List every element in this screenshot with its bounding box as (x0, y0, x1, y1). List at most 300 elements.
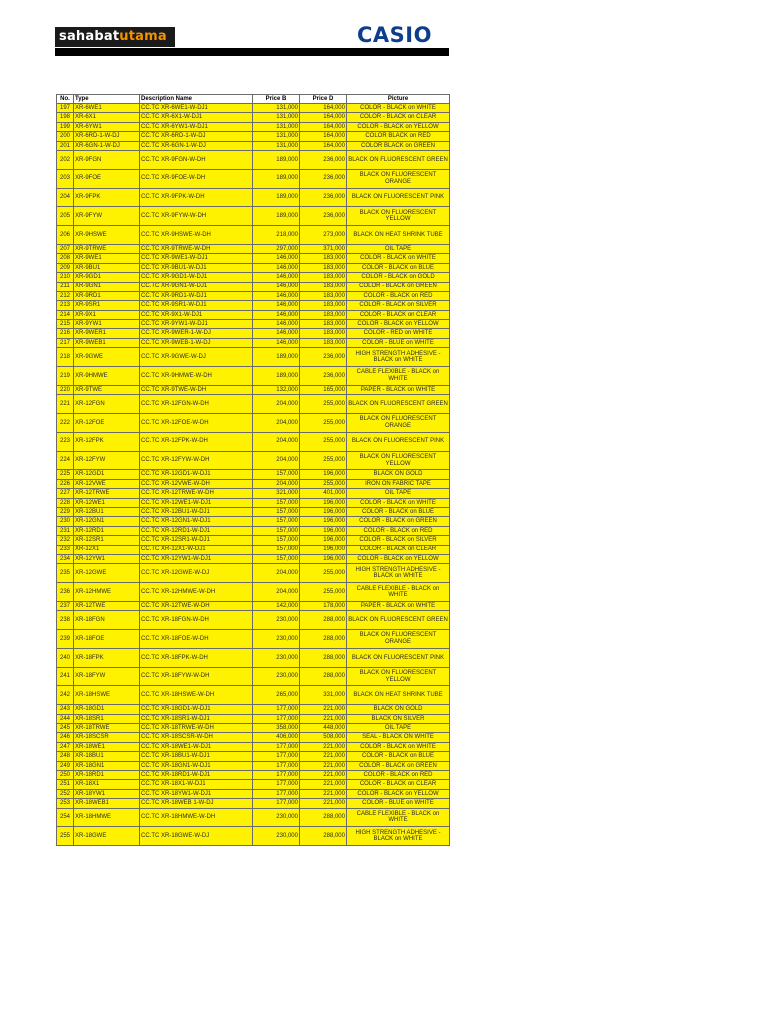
cell-type: XR-9BU1 (74, 263, 140, 272)
cell-description: CC.TC XR-12TRWE-W-DH (140, 489, 253, 498)
cell-type: XR-9TWE (74, 385, 140, 394)
cell-type: XR-12VWE (74, 479, 140, 488)
cell-pb: 157,000 (253, 526, 300, 535)
table-row (57, 226, 450, 245)
cell-no: 242 (57, 686, 74, 705)
cell-no: 200 (57, 132, 74, 141)
table-row (57, 808, 450, 827)
cell-description: CC.TC XR-12FOE-W-DH (140, 414, 253, 433)
cell-no: 251 (57, 780, 74, 789)
cell-pic: BLACK ON FLUORESCENT YELLOW (347, 451, 450, 470)
table-row (57, 141, 450, 150)
cell-type: XR-9WE1 (74, 254, 140, 263)
cell-pb: 406,000 (253, 733, 300, 742)
cell-description: CC.TC XR-6RD-1-W-DJ (140, 132, 253, 141)
cell-pd: 196,000 (300, 507, 347, 516)
cell-pd: 183,000 (300, 263, 347, 272)
cell-pic: COLOR - BLACK on BLUE (347, 263, 450, 272)
cell-pb: 204,000 (253, 432, 300, 451)
cell-pd: 183,000 (300, 291, 347, 300)
cell-description: CC.TC XR-12GD1-W-DJ1 (140, 470, 253, 479)
cell-description: CC.TC XR-6X1-W-DJ1 (140, 113, 253, 122)
cell-pb: 157,000 (253, 536, 300, 545)
cell-pb: 189,000 (253, 150, 300, 169)
cell-no: 226 (57, 479, 74, 488)
cell-pd: 236,000 (300, 188, 347, 207)
table-row (57, 780, 450, 789)
cell-description: CC.TC XR-9GD1-W-DJ1 (140, 273, 253, 282)
cell-pic: COLOR BLACK on RED (347, 132, 450, 141)
cell-description: CC.TC XR-12TWE-W-DH (140, 601, 253, 610)
cell-pd: 221,000 (300, 771, 347, 780)
cell-pb: 146,000 (253, 310, 300, 319)
cell-no: 204 (57, 188, 74, 207)
table-row (57, 291, 450, 300)
cell-pb: 189,000 (253, 207, 300, 226)
cell-no: 219 (57, 367, 74, 386)
cell-pic: BLACK ON FLUORESCENT GREEN (347, 150, 450, 169)
cell-pic: BLACK ON FLUORESCENT ORANGE (347, 414, 450, 433)
cell-type: XR-6WE1 (74, 104, 140, 113)
table-row (57, 432, 450, 451)
cell-pd: 183,000 (300, 282, 347, 291)
cell-no: 250 (57, 771, 74, 780)
cell-pic: BLACK ON FLUORESCENT YELLOW (347, 667, 450, 686)
cell-pb: 218,000 (253, 226, 300, 245)
cell-type: XR-9GD1 (74, 273, 140, 282)
table-row (57, 273, 450, 282)
cell-description: CC.TC XR-18RD1-W-DJ1 (140, 771, 253, 780)
table-row (57, 320, 450, 329)
cell-pic: COLOR - BLACK on YELLOW (347, 122, 450, 131)
table-row (57, 724, 450, 733)
cell-pb: 131,000 (253, 132, 300, 141)
cell-type: XR-12GN1 (74, 517, 140, 526)
cell-type: XR-12FYW (74, 451, 140, 470)
cell-description: CC.TC XR-6GN-1-W-DJ (140, 141, 253, 150)
cell-description: CC.TC XR-18TRWE-W-DH (140, 724, 253, 733)
cell-pic: BLACK ON FLUORESCENT YELLOW (347, 207, 450, 226)
cell-pd: 183,000 (300, 254, 347, 263)
column-header-description: Description Name (140, 95, 253, 104)
cell-type: XR-18WE1 (74, 742, 140, 751)
cell-description: CC.TC XR-12HMWE-W-DH (140, 583, 253, 602)
cell-pb: 177,000 (253, 752, 300, 761)
cell-pd: 164,000 (300, 113, 347, 122)
header-divider (55, 48, 449, 56)
cell-pic: COLOR - BLACK on SILVER (347, 301, 450, 310)
cell-type: XR-18YW1 (74, 789, 140, 798)
cell-pd: 288,000 (300, 611, 347, 630)
table-row (57, 742, 450, 751)
cell-pb: 230,000 (253, 827, 300, 846)
cell-description: CC.TC XR-9WEB-1-W-DJ (140, 338, 253, 347)
cell-pd: 164,000 (300, 132, 347, 141)
cell-type: XR-6X1 (74, 113, 140, 122)
cell-pd: 401,000 (300, 489, 347, 498)
cell-pb: 204,000 (253, 479, 300, 488)
cell-no: 231 (57, 526, 74, 535)
cell-pic: IRON ON FABRIC TAPE (347, 479, 450, 488)
table-row (57, 733, 450, 742)
cell-no: 218 (57, 348, 74, 367)
table-row (57, 348, 450, 367)
cell-no: 255 (57, 827, 74, 846)
cell-pb: 230,000 (253, 808, 300, 827)
cell-description: CC.TC XR-18GD1-W-DJ1 (140, 705, 253, 714)
cell-pd: 196,000 (300, 526, 347, 535)
cell-pic: COLOR - BLACK on CLEAR (347, 310, 450, 319)
cell-no: 221 (57, 395, 74, 414)
cell-pb: 189,000 (253, 169, 300, 188)
cell-pd: 221,000 (300, 799, 347, 808)
cell-description: CC.TC XR-6WE1-W-DJ1 (140, 104, 253, 113)
cell-type: XR-18SCSR (74, 733, 140, 742)
cell-no: 239 (57, 630, 74, 649)
cell-pb: 131,000 (253, 141, 300, 150)
cell-pb: 157,000 (253, 498, 300, 507)
table-row (57, 338, 450, 347)
cell-pd: 255,000 (300, 432, 347, 451)
cell-pb: 177,000 (253, 761, 300, 770)
cell-type: XR-9HMWE (74, 367, 140, 386)
cell-pic: HIGH STRENGTH ADHESIVE - BLACK on WHITE (347, 564, 450, 583)
table-row (57, 583, 450, 602)
cell-pb: 177,000 (253, 705, 300, 714)
cell-type: XR-12WE1 (74, 498, 140, 507)
cell-pb: 189,000 (253, 367, 300, 386)
cell-no: 224 (57, 451, 74, 470)
cell-description: CC.TC XR-18FYW-W-DH (140, 667, 253, 686)
cell-no: 215 (57, 320, 74, 329)
cell-pd: 288,000 (300, 648, 347, 667)
cell-pb: 131,000 (253, 104, 300, 113)
cell-description: CC.TC XR-9X1-W-DJ1 (140, 310, 253, 319)
cell-pic: COLOR - BLACK on CLEAR (347, 780, 450, 789)
cell-pb: 157,000 (253, 507, 300, 516)
cell-pd: 255,000 (300, 451, 347, 470)
cell-pd: 221,000 (300, 705, 347, 714)
cell-type: XR-12FPK (74, 432, 140, 451)
cell-description: CC.TC XR-12GN1-W-DJ1 (140, 517, 253, 526)
cell-type: XR-18RD1 (74, 771, 140, 780)
cell-no: 238 (57, 611, 74, 630)
cell-description: CC.TC XR-9HSWE-W-DH (140, 226, 253, 245)
cell-no: 233 (57, 545, 74, 554)
cell-description: CC.TC XR-12BU1-W-DJ1 (140, 507, 253, 516)
cell-pd: 255,000 (300, 479, 347, 488)
cell-pd: 221,000 (300, 752, 347, 761)
cell-description: CC.TC XR-18FOE-W-DH (140, 630, 253, 649)
cell-no: 203 (57, 169, 74, 188)
cell-pd: 178,000 (300, 601, 347, 610)
table-row (57, 169, 450, 188)
cell-pic: BLACK ON GOLD (347, 470, 450, 479)
cell-pd: 288,000 (300, 630, 347, 649)
cell-pd: 183,000 (300, 338, 347, 347)
logo-word-utama: utama (119, 29, 167, 44)
cell-type: XR-12FGN (74, 395, 140, 414)
cell-type: XR-18X1 (74, 780, 140, 789)
cell-pic: COLOR - BLACK on GOLD (347, 273, 450, 282)
cell-no: 248 (57, 752, 74, 761)
cell-description: CC.TC XR-12YW1-W-DJ1 (140, 554, 253, 563)
cell-type: XR-9TRWE (74, 244, 140, 253)
cell-pic: COLOR - BLACK on RED (347, 771, 450, 780)
cell-no: 222 (57, 414, 74, 433)
cell-pic: BLACK ON FLUORESCENT PINK (347, 188, 450, 207)
table-row (57, 611, 450, 630)
cell-pb: 157,000 (253, 517, 300, 526)
cell-no: 247 (57, 742, 74, 751)
cell-pic: BLACK ON SILVER (347, 714, 450, 723)
cell-no: 234 (57, 554, 74, 563)
table-row (57, 667, 450, 686)
cell-description: CC.TC XR-12FYW-W-DH (140, 451, 253, 470)
cell-no: 207 (57, 244, 74, 253)
column-header-price-b: Price B (253, 95, 300, 104)
table-row (57, 122, 450, 131)
cell-description: CC.TC XR-12SR1-W-DJ1 (140, 536, 253, 545)
table-row (57, 761, 450, 770)
cell-pd: 183,000 (300, 329, 347, 338)
sahabat-utama-logo (55, 27, 175, 47)
column-header-price-d: Price D (300, 95, 347, 104)
cell-description: CC.TC XR-12WE1-W-DJ1 (140, 498, 253, 507)
cell-pb: 204,000 (253, 395, 300, 414)
cell-pic: COLOR - BLACK on GREEN (347, 517, 450, 526)
cell-type: XR-18GWE (74, 827, 140, 846)
cell-no: 245 (57, 724, 74, 733)
cell-type: XR-9GN1 (74, 282, 140, 291)
cell-type: XR-18FGN (74, 611, 140, 630)
cell-pb: 204,000 (253, 583, 300, 602)
cell-description: CC.TC XR-9BU1-W-DJ1 (140, 263, 253, 272)
cell-no: 253 (57, 799, 74, 808)
cell-pic: BLACK ON FLUORESCENT PINK (347, 432, 450, 451)
cell-pd: 288,000 (300, 808, 347, 827)
cell-pd: 183,000 (300, 310, 347, 319)
cell-pic: COLOR - BLACK on YELLOW (347, 320, 450, 329)
cell-type: XR-12TWE (74, 601, 140, 610)
table-row (57, 244, 450, 253)
cell-pb: 146,000 (253, 291, 300, 300)
cell-pic: HIGH STRENGTH ADHESIVE - BLACK on WHITE (347, 348, 450, 367)
cell-type: XR-12BU1 (74, 507, 140, 516)
cell-no: 225 (57, 470, 74, 479)
cell-no: 243 (57, 705, 74, 714)
table-row (57, 479, 450, 488)
cell-description: CC.TC XR-9TRWE-W-DH (140, 244, 253, 253)
table-row (57, 498, 450, 507)
cell-pd: 183,000 (300, 301, 347, 310)
cell-type: XR-12FOE (74, 414, 140, 433)
cell-type: XR-18HMWE (74, 808, 140, 827)
table-row (57, 517, 450, 526)
table-row (57, 686, 450, 705)
cell-type: XR-9X1 (74, 310, 140, 319)
cell-pb: 146,000 (253, 301, 300, 310)
cell-description: CC.TC XR-12FGN-W-DH (140, 395, 253, 414)
cell-description: CC.TC XR-6YW1-W-DJ1 (140, 122, 253, 131)
cell-type: XR-9SR1 (74, 301, 140, 310)
cell-pb: 358,000 (253, 724, 300, 733)
cell-type: XR-9HSWE (74, 226, 140, 245)
cell-description: CC.TC XR-18SR1-W-DJ1 (140, 714, 253, 723)
cell-type: XR-9FGN (74, 150, 140, 169)
cell-description: CC.TC XR-18HMWE-W-DH (140, 808, 253, 827)
cell-pb: 146,000 (253, 254, 300, 263)
table-row (57, 188, 450, 207)
cell-pic: CABLE FLEXIBLE - BLACK on WHITE (347, 583, 450, 602)
table-row (57, 282, 450, 291)
cell-pic: PAPER - BLACK on WHITE (347, 601, 450, 610)
cell-no: 240 (57, 648, 74, 667)
cell-no: 216 (57, 329, 74, 338)
table-row (57, 395, 450, 414)
cell-pd: 236,000 (300, 169, 347, 188)
cell-description: CC.TC XR-18X1-W-DJ1 (140, 780, 253, 789)
cell-pic: BLACK ON FLUORESCENT GREEN (347, 611, 450, 630)
table-row (57, 254, 450, 263)
cell-pb: 157,000 (253, 545, 300, 554)
cell-pd: 288,000 (300, 667, 347, 686)
cell-pd: 196,000 (300, 517, 347, 526)
cell-pic: HIGH STRENGTH ADHESIVE - BLACK on WHITE (347, 827, 450, 846)
cell-no: 254 (57, 808, 74, 827)
cell-type: XR-18TRWE (74, 724, 140, 733)
cell-pic: COLOR - BLACK on BLUE (347, 752, 450, 761)
cell-pd: 221,000 (300, 714, 347, 723)
cell-description: CC.TC XR-9FYW-W-DH (140, 207, 253, 226)
cell-pic: PAPER - BLACK on WHITE (347, 385, 450, 394)
cell-type: XR-12TRWE (74, 489, 140, 498)
cell-pd: 236,000 (300, 348, 347, 367)
cell-pb: 230,000 (253, 630, 300, 649)
table-row (57, 705, 450, 714)
table-row (57, 385, 450, 394)
cell-description: CC.TC XR-18FPK-W-DH (140, 648, 253, 667)
cell-pd: 196,000 (300, 536, 347, 545)
table-row (57, 554, 450, 563)
cell-no: 232 (57, 536, 74, 545)
cell-pb: 177,000 (253, 789, 300, 798)
table-row (57, 113, 450, 122)
cell-pic: COLOR - BLACK on SILVER (347, 536, 450, 545)
table-row (57, 526, 450, 535)
table-row (57, 536, 450, 545)
cell-pb: 146,000 (253, 338, 300, 347)
cell-description: CC.TC XR-9WER-1-W-DJ (140, 329, 253, 338)
cell-type: XR-18BU1 (74, 752, 140, 761)
column-header-picture: Picture (347, 95, 450, 104)
cell-pb: 142,000 (253, 601, 300, 610)
cell-description: CC.TC XR-18BU1-W-DJ1 (140, 752, 253, 761)
cell-pd: 183,000 (300, 273, 347, 282)
cell-pic: CABLE FLEXIBLE - BLACK on WHITE (347, 367, 450, 386)
cell-pic: COLOR - BLACK on YELLOW (347, 554, 450, 563)
cell-no: 235 (57, 564, 74, 583)
cell-no: 209 (57, 263, 74, 272)
cell-no: 212 (57, 291, 74, 300)
cell-type: XR-9FYW (74, 207, 140, 226)
cell-no: 208 (57, 254, 74, 263)
table-row (57, 489, 450, 498)
cell-type: XR-18WEB1 (74, 799, 140, 808)
cell-pb: 204,000 (253, 451, 300, 470)
table-row (57, 132, 450, 141)
table-row (57, 601, 450, 610)
cell-type: XR-12X1 (74, 545, 140, 554)
cell-type: XR-9FOE (74, 169, 140, 188)
cell-no: 205 (57, 207, 74, 226)
cell-description: CC.TC XR-9FGN-W-DH (140, 150, 253, 169)
table-row (57, 714, 450, 723)
cell-no: 227 (57, 489, 74, 498)
cell-description: CC.TC XR-12RD1-W-DJ1 (140, 526, 253, 535)
cell-description: CC.TC XR-12X1-W-DJ1 (140, 545, 253, 554)
cell-type: XR-9FPK (74, 188, 140, 207)
cell-pb: 230,000 (253, 648, 300, 667)
table-row (57, 507, 450, 516)
cell-no: 213 (57, 301, 74, 310)
cell-pic: BLACK ON FLUORESCENT PINK (347, 648, 450, 667)
table-row (57, 545, 450, 554)
casio-logo: CASIO (357, 23, 432, 47)
cell-pd: 508,000 (300, 733, 347, 742)
cell-no: 217 (57, 338, 74, 347)
cell-description: CC.TC XR-18GN1-W-DJ1 (140, 761, 253, 770)
table-row (57, 329, 450, 338)
cell-description: CC.TC XR-9SR1-W-DJ1 (140, 301, 253, 310)
cell-pic: COLOR - BLACK on YELLOW (347, 789, 450, 798)
cell-pic: COLOR - BLACK on BLUE (347, 507, 450, 516)
table-row (57, 470, 450, 479)
cell-pic: COLOR - BLACK on CLEAR (347, 545, 450, 554)
cell-no: 252 (57, 789, 74, 798)
cell-description: CC.TC XR-12GWE-W-DJ (140, 564, 253, 583)
table-row (57, 263, 450, 272)
cell-pic: COLOR - BLUE on WHITE (347, 338, 450, 347)
table-row (57, 630, 450, 649)
cell-description: CC.TC XR-9HMWE-W-DH (140, 367, 253, 386)
table-row (57, 104, 450, 113)
cell-pd: 164,000 (300, 141, 347, 150)
cell-pd: 221,000 (300, 761, 347, 770)
cell-pd: 164,000 (300, 122, 347, 131)
cell-pb: 189,000 (253, 348, 300, 367)
cell-pic: COLOR - BLACK on GREEN (347, 282, 450, 291)
cell-pb: 146,000 (253, 329, 300, 338)
table-header-row (57, 95, 450, 104)
cell-pd: 255,000 (300, 414, 347, 433)
cell-description: CC.TC XR-9WE1-W-DJ1 (140, 254, 253, 263)
cell-type: XR-18HSWE (74, 686, 140, 705)
cell-pic: BLACK ON GOLD (347, 705, 450, 714)
cell-type: XR-12GWE (74, 564, 140, 583)
cell-no: 246 (57, 733, 74, 742)
cell-description: CC.TC XR-9RD1-W-DJ1 (140, 291, 253, 300)
cell-pb: 131,000 (253, 122, 300, 131)
cell-pd: 236,000 (300, 207, 347, 226)
cell-pic: COLOR - BLACK on WHITE (347, 254, 450, 263)
cell-pb: 132,000 (253, 385, 300, 394)
cell-type: XR-9WEB1 (74, 338, 140, 347)
cell-type: XR-18FOE (74, 630, 140, 649)
cell-no: 210 (57, 273, 74, 282)
cell-pd: 331,000 (300, 686, 347, 705)
table-row (57, 752, 450, 761)
